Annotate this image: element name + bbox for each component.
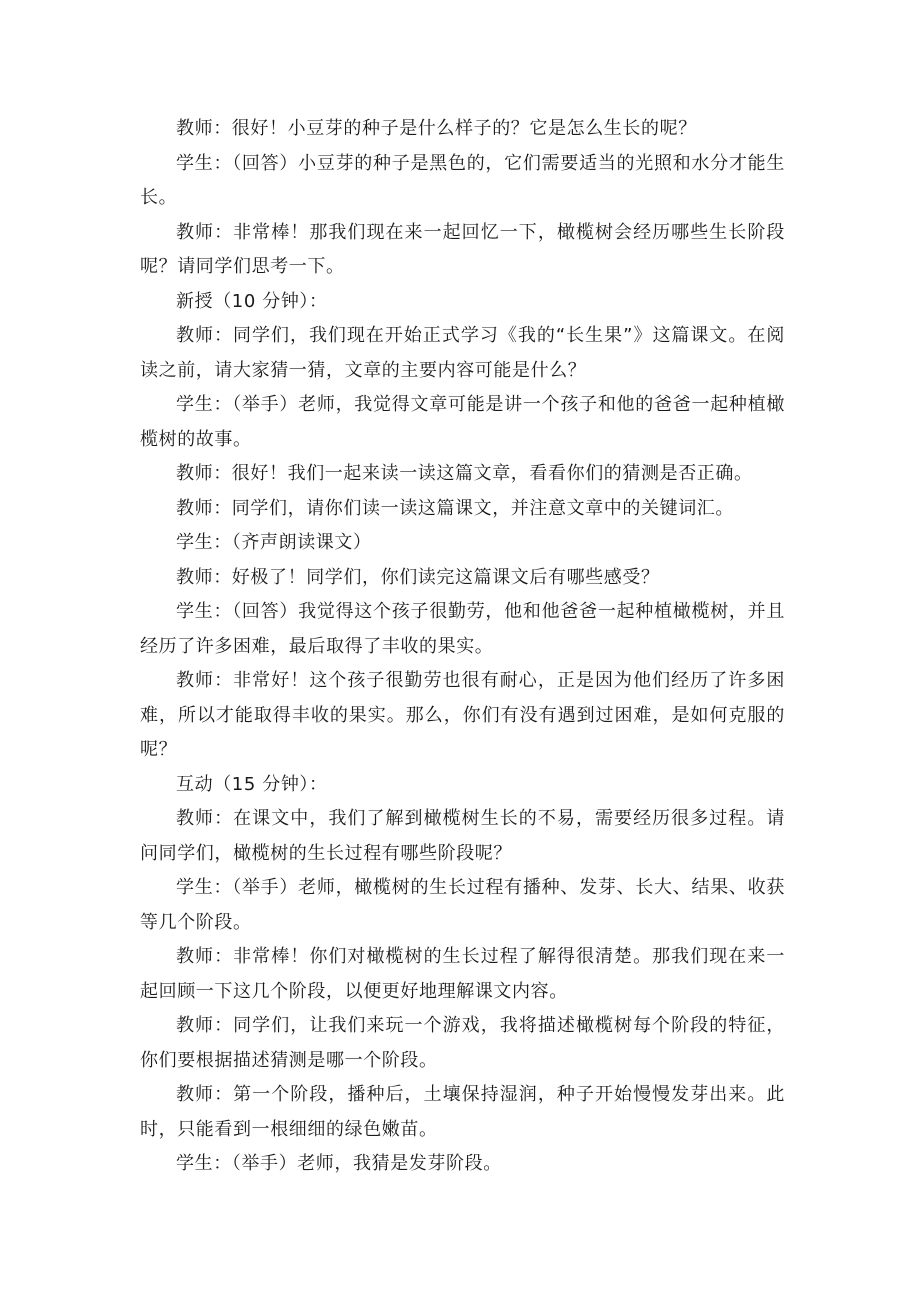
paragraph: 学生：（举手）老师，橄榄树的生长过程有播种、发芽、长大、结果、收获等几个阶段。 <box>140 877 785 933</box>
paragraph: 学生：（回答）小豆芽的种子是黑色的，它们需要适当的光照和水分才能生长。 <box>140 152 785 208</box>
paragraph: 学生：（回答）我觉得这个孩子很勤劳，他和他爸爸一起种植橄榄树，并且经历了许多困难，最后取得了丰收的果实。 <box>140 601 785 657</box>
section-heading: 新授（10 分钟）： <box>176 290 328 312</box>
paragraph: 学生：（举手）老师，我觉得文章可能是讲一个孩子和他的爸爸一起种植橄榄树的故事。 <box>140 394 785 450</box>
paragraph: 教师：同学们，让我们来玩一个游戏，我将描述橄榄树每个阶段的特征，你们要根据描述猜测是哪一个阶段。 <box>140 1015 785 1071</box>
paragraph: 教师：很好！小豆芽的种子是什么样子的？它是怎么生长的呢？ <box>176 118 697 139</box>
paragraph: 教师：同学们，请你们读一读这篇课文，并注意文章中的关键词汇。 <box>176 497 734 519</box>
paragraph: 教师：在课文中，我们了解到橄榄树生长的不易，需要经历很多过程。请问同学们，橄榄树的生长过程有哪些阶段呢？ <box>140 808 785 864</box>
paragraph: 教师：非常棒！你们对橄榄树的生长过程了解得很清楚。那我们现在来一起回顾一下这几个阶段，以便更好地理解课文内容。 <box>140 946 785 1002</box>
paragraph: 教师：好极了！同学们，你们读完这篇课文后有哪些感受？ <box>176 566 660 588</box>
paragraph: 学生：（举手）老师，我猜是发芽阶段。 <box>176 1153 502 1174</box>
document-body <box>140 112 785 1182</box>
paragraph: 教师：第一个阶段，播种后，土壤保持湿润，种子开始慢慢发芽出来。此时，只能看到一根细细的绿色嫩苗。 <box>140 1084 785 1140</box>
paragraph: 教师：同学们，我们现在开始正式学习《我的“长生果”》这篇课文。在阅读之前，请大家猜一猜，文章的主要内容可能是什么？ <box>140 325 785 381</box>
paragraph: 教师：非常棒！那我们现在来一起回忆一下，橄榄树会经历哪些生长阶段呢？请同学们思考一下。 <box>140 221 785 277</box>
paragraph: 教师：非常好！这个孩子很勤劳也很有耐心，正是因为他们经历了许多困难，所以才能取得丰收的果实。那么，你们有没有遇到过困难，是如何克服的呢？ <box>140 670 785 760</box>
section-heading: 互动（15 分钟）： <box>176 773 328 795</box>
paragraph: 教师：很好！我们一起来读一读这篇文章，看看你们的猜测是否正确。 <box>176 463 753 484</box>
paragraph: 学生：（齐声朗读课文） <box>176 532 372 553</box>
